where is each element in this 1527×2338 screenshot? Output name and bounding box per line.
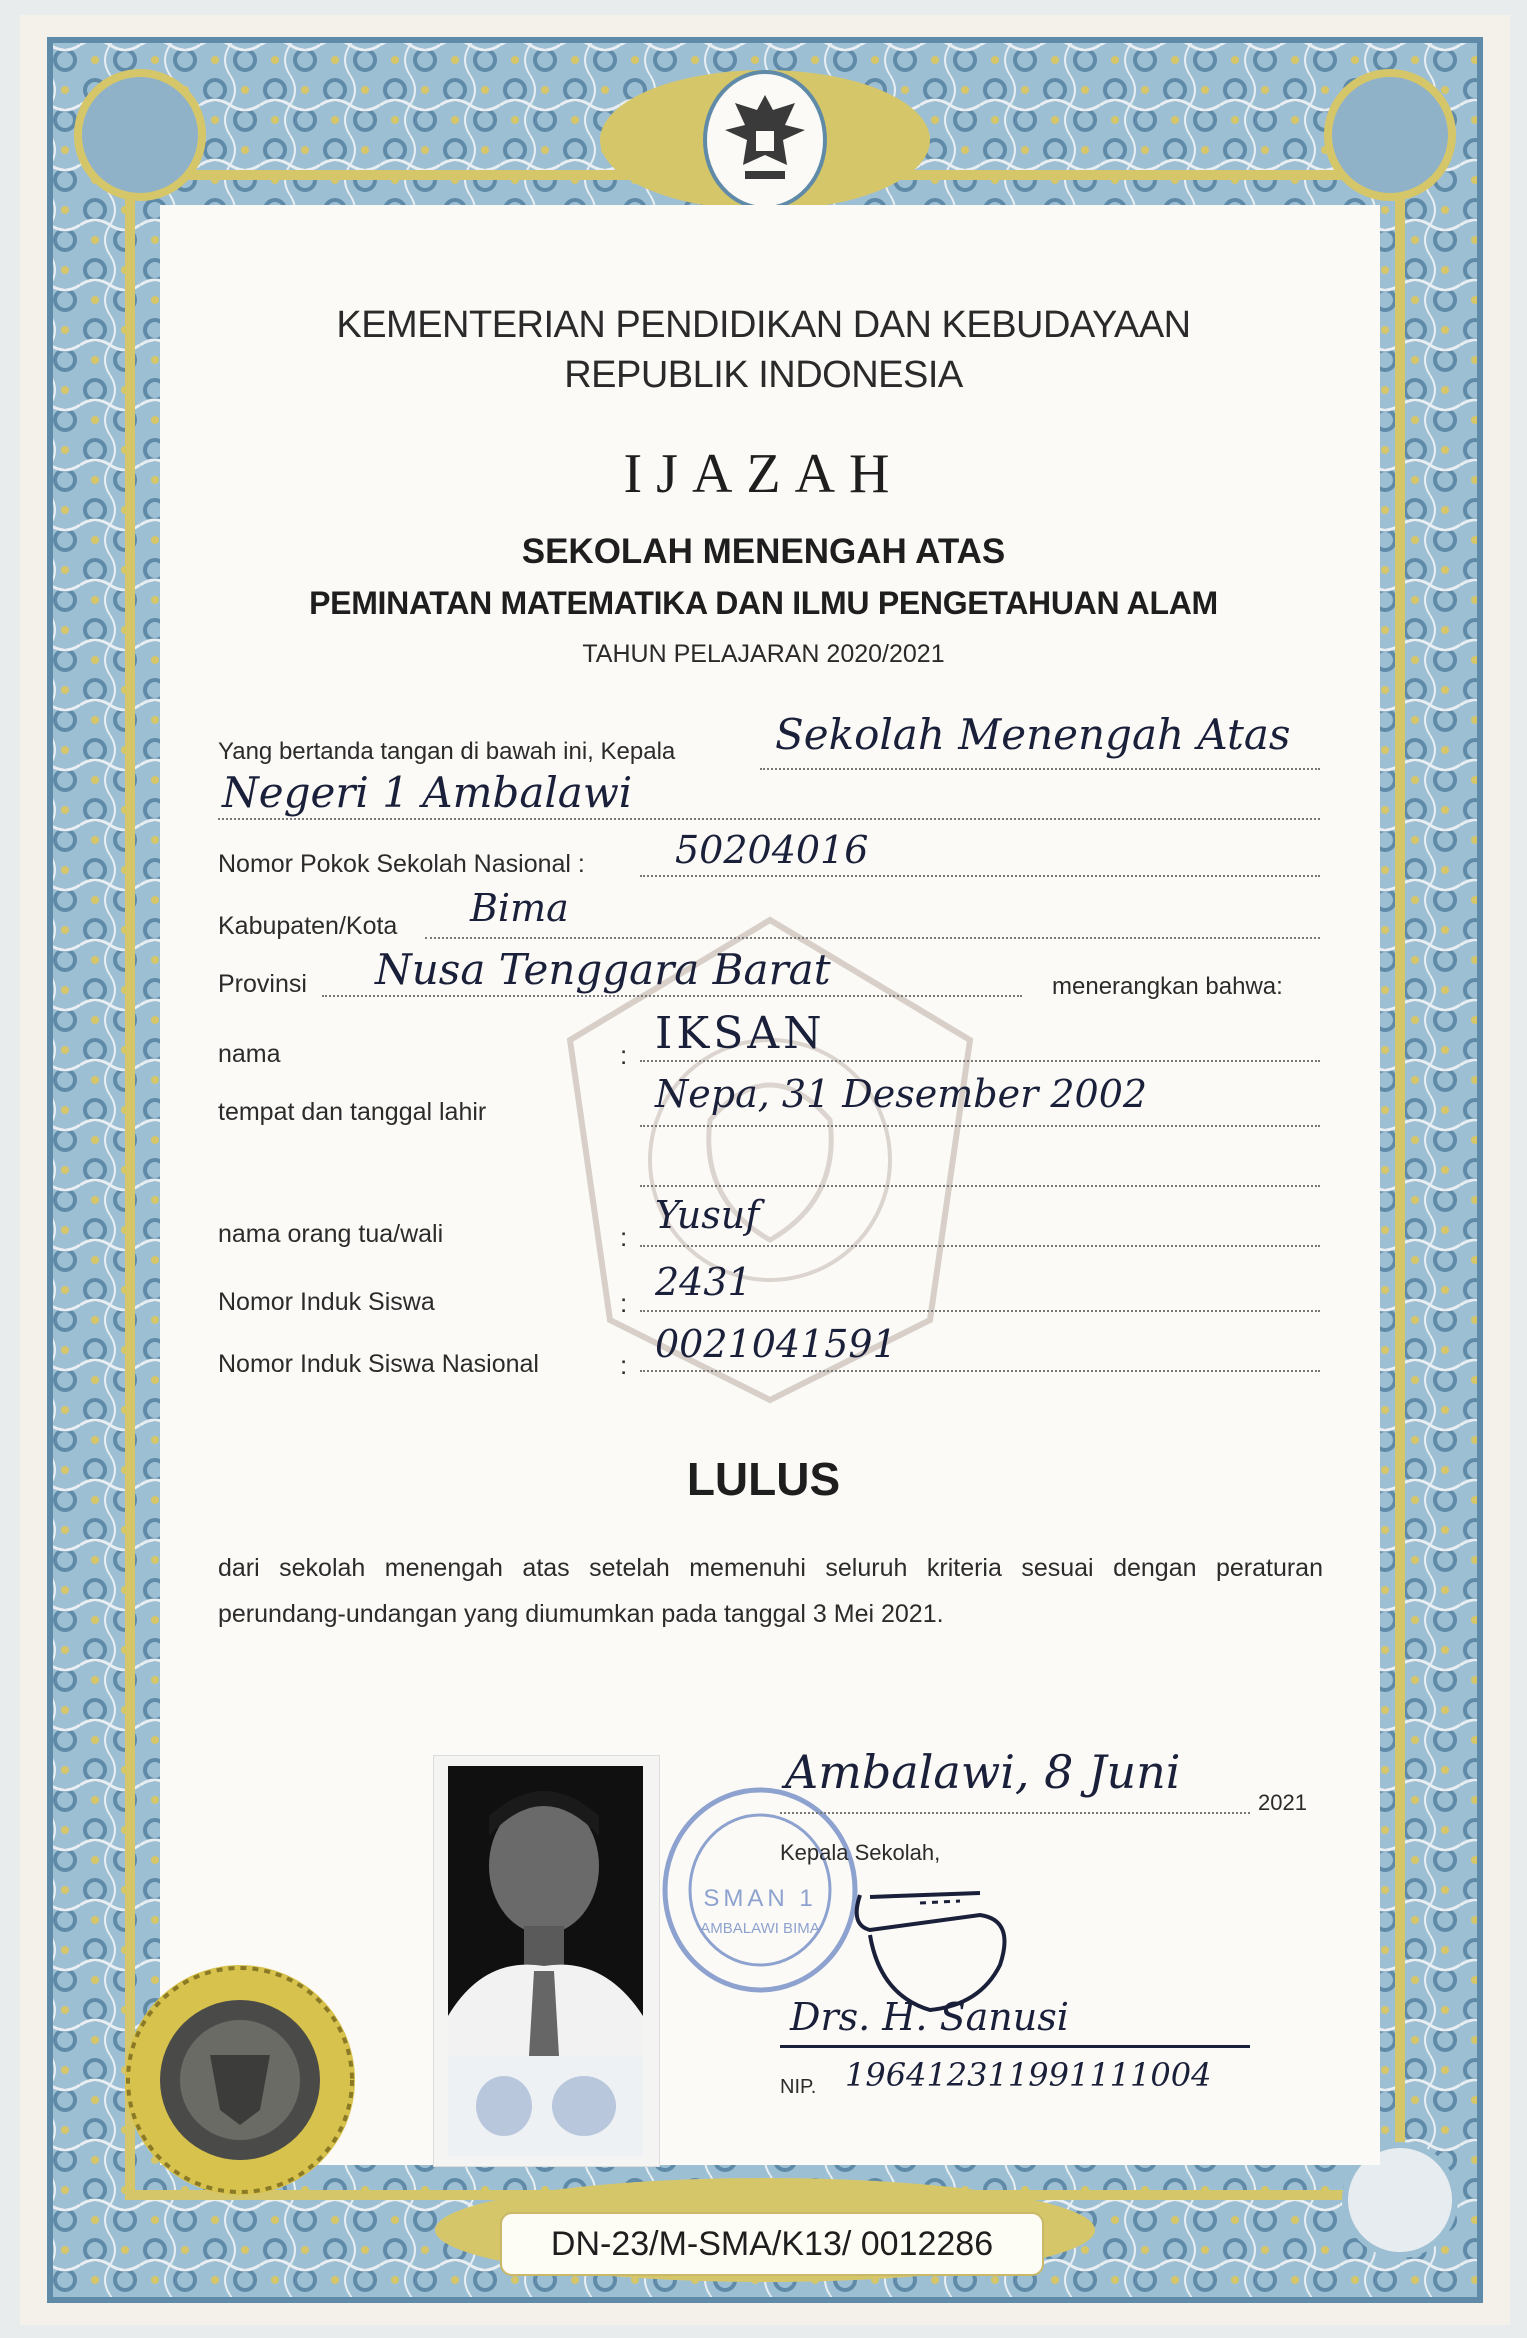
dotted-line [640,1370,1320,1372]
student-portrait [434,1756,659,2166]
dotted-line [760,768,1320,770]
colon: : [620,1350,628,1380]
dotted-line [218,818,1320,820]
regency-label: Kabupaten/Kota [218,912,398,940]
place-date-value: Ambalawi, 8 Juni [785,1745,1181,1799]
nis-value: 2431 [655,1260,752,1304]
name-label: nama [218,1040,281,1068]
intro-label: Yang bertanda tangan di bawah ini, Kepala [218,738,676,765]
hologram-seal [120,1960,360,2200]
ministry-line-1: KEMENTERIAN PENDIDIKAN DAN KEBUDAYAAN [336,304,1191,346]
dotted-line [780,1812,1250,1814]
province-label: Provinsi [218,970,307,998]
npsn-label: Nomor Pokok Sekolah Nasional : [218,850,585,878]
nip-label: NIP. [780,2076,817,2098]
dotted-line [322,995,1022,997]
handwritten-signature [840,1875,1020,2015]
dotted-line [640,1310,1320,1312]
document-title: IJAZAH [623,443,904,505]
regency-value: Bima [470,886,569,930]
dotted-line [640,1185,1320,1187]
stamp-text-2: AMBALAWI BIMA [700,1920,820,1937]
specialization: PEMINATAN MATEMATIKA DAN ILMU PENGETAHUAN ALAM [309,585,1218,621]
birth-label: tempat dan tanggal lahir [218,1098,487,1126]
seal-year: 2021 [219,2172,261,2192]
student-name-value: IKSAN [655,1008,826,1059]
dotted-line [640,1125,1320,1127]
ministry-line-2: REPUBLIK INDONESIA [564,354,963,396]
signer-role: Kepala Sekolah, [780,1840,941,1865]
dotted-line [640,875,1320,877]
serial-number: DN-23/M-SMA/K13/ 0012286 [500,2212,1044,2276]
signature-year: 2021 [1258,1790,1307,1815]
birth-value: Nepa, 31 Desember 2002 [655,1072,1148,1116]
nisn-value: 0021041591 [655,1322,897,1366]
certifies-label: menerangkan bahwa: [1052,973,1283,1000]
colon: : [620,1222,628,1252]
nisn-label: Nomor Induk Siswa Nasional [218,1350,539,1378]
npsn-value: 50204016 [675,828,869,872]
stamp-text-1: SMAN 1 [703,1885,817,1912]
dotted-line [425,937,1320,939]
signer-name: Drs. H. Sanusi [790,1995,1069,2039]
student-photo [433,1755,660,2167]
colon: : [620,1288,628,1318]
dotted-line [640,1060,1320,1062]
nip-value: 196412311991111004 [845,2056,1212,2094]
parent-value: Yusuf [655,1193,760,1237]
graduation-statement: dari sekolah menengah atas setelah memenuhi seluruh kriteria sesuai dengan peraturan perundang-undangan yang diumumkan pada tanggal 3 Mei 2021. [218,1554,1323,1628]
nis-label: Nomor Induk Siswa [218,1288,435,1316]
garuda-emblem-icon [715,85,815,195]
colon: : [620,1040,628,1070]
academic-year: TAHUN PELAJARAN 2020/2021 [582,640,945,668]
school-name-line-1: Sekolah Menengah Atas [775,710,1291,759]
dotted-line [640,1245,1320,1247]
school-level: SEKOLAH MENENGAH ATAS [521,532,1006,571]
school-name-line-2: Negeri 1 Ambalawi [222,768,633,817]
graduation-status: LULUS [686,1453,841,1505]
province-value: Nusa Tenggara Barat [375,945,831,994]
parent-label: nama orang tua/wali [218,1220,444,1248]
signature-underline [780,2045,1250,2048]
